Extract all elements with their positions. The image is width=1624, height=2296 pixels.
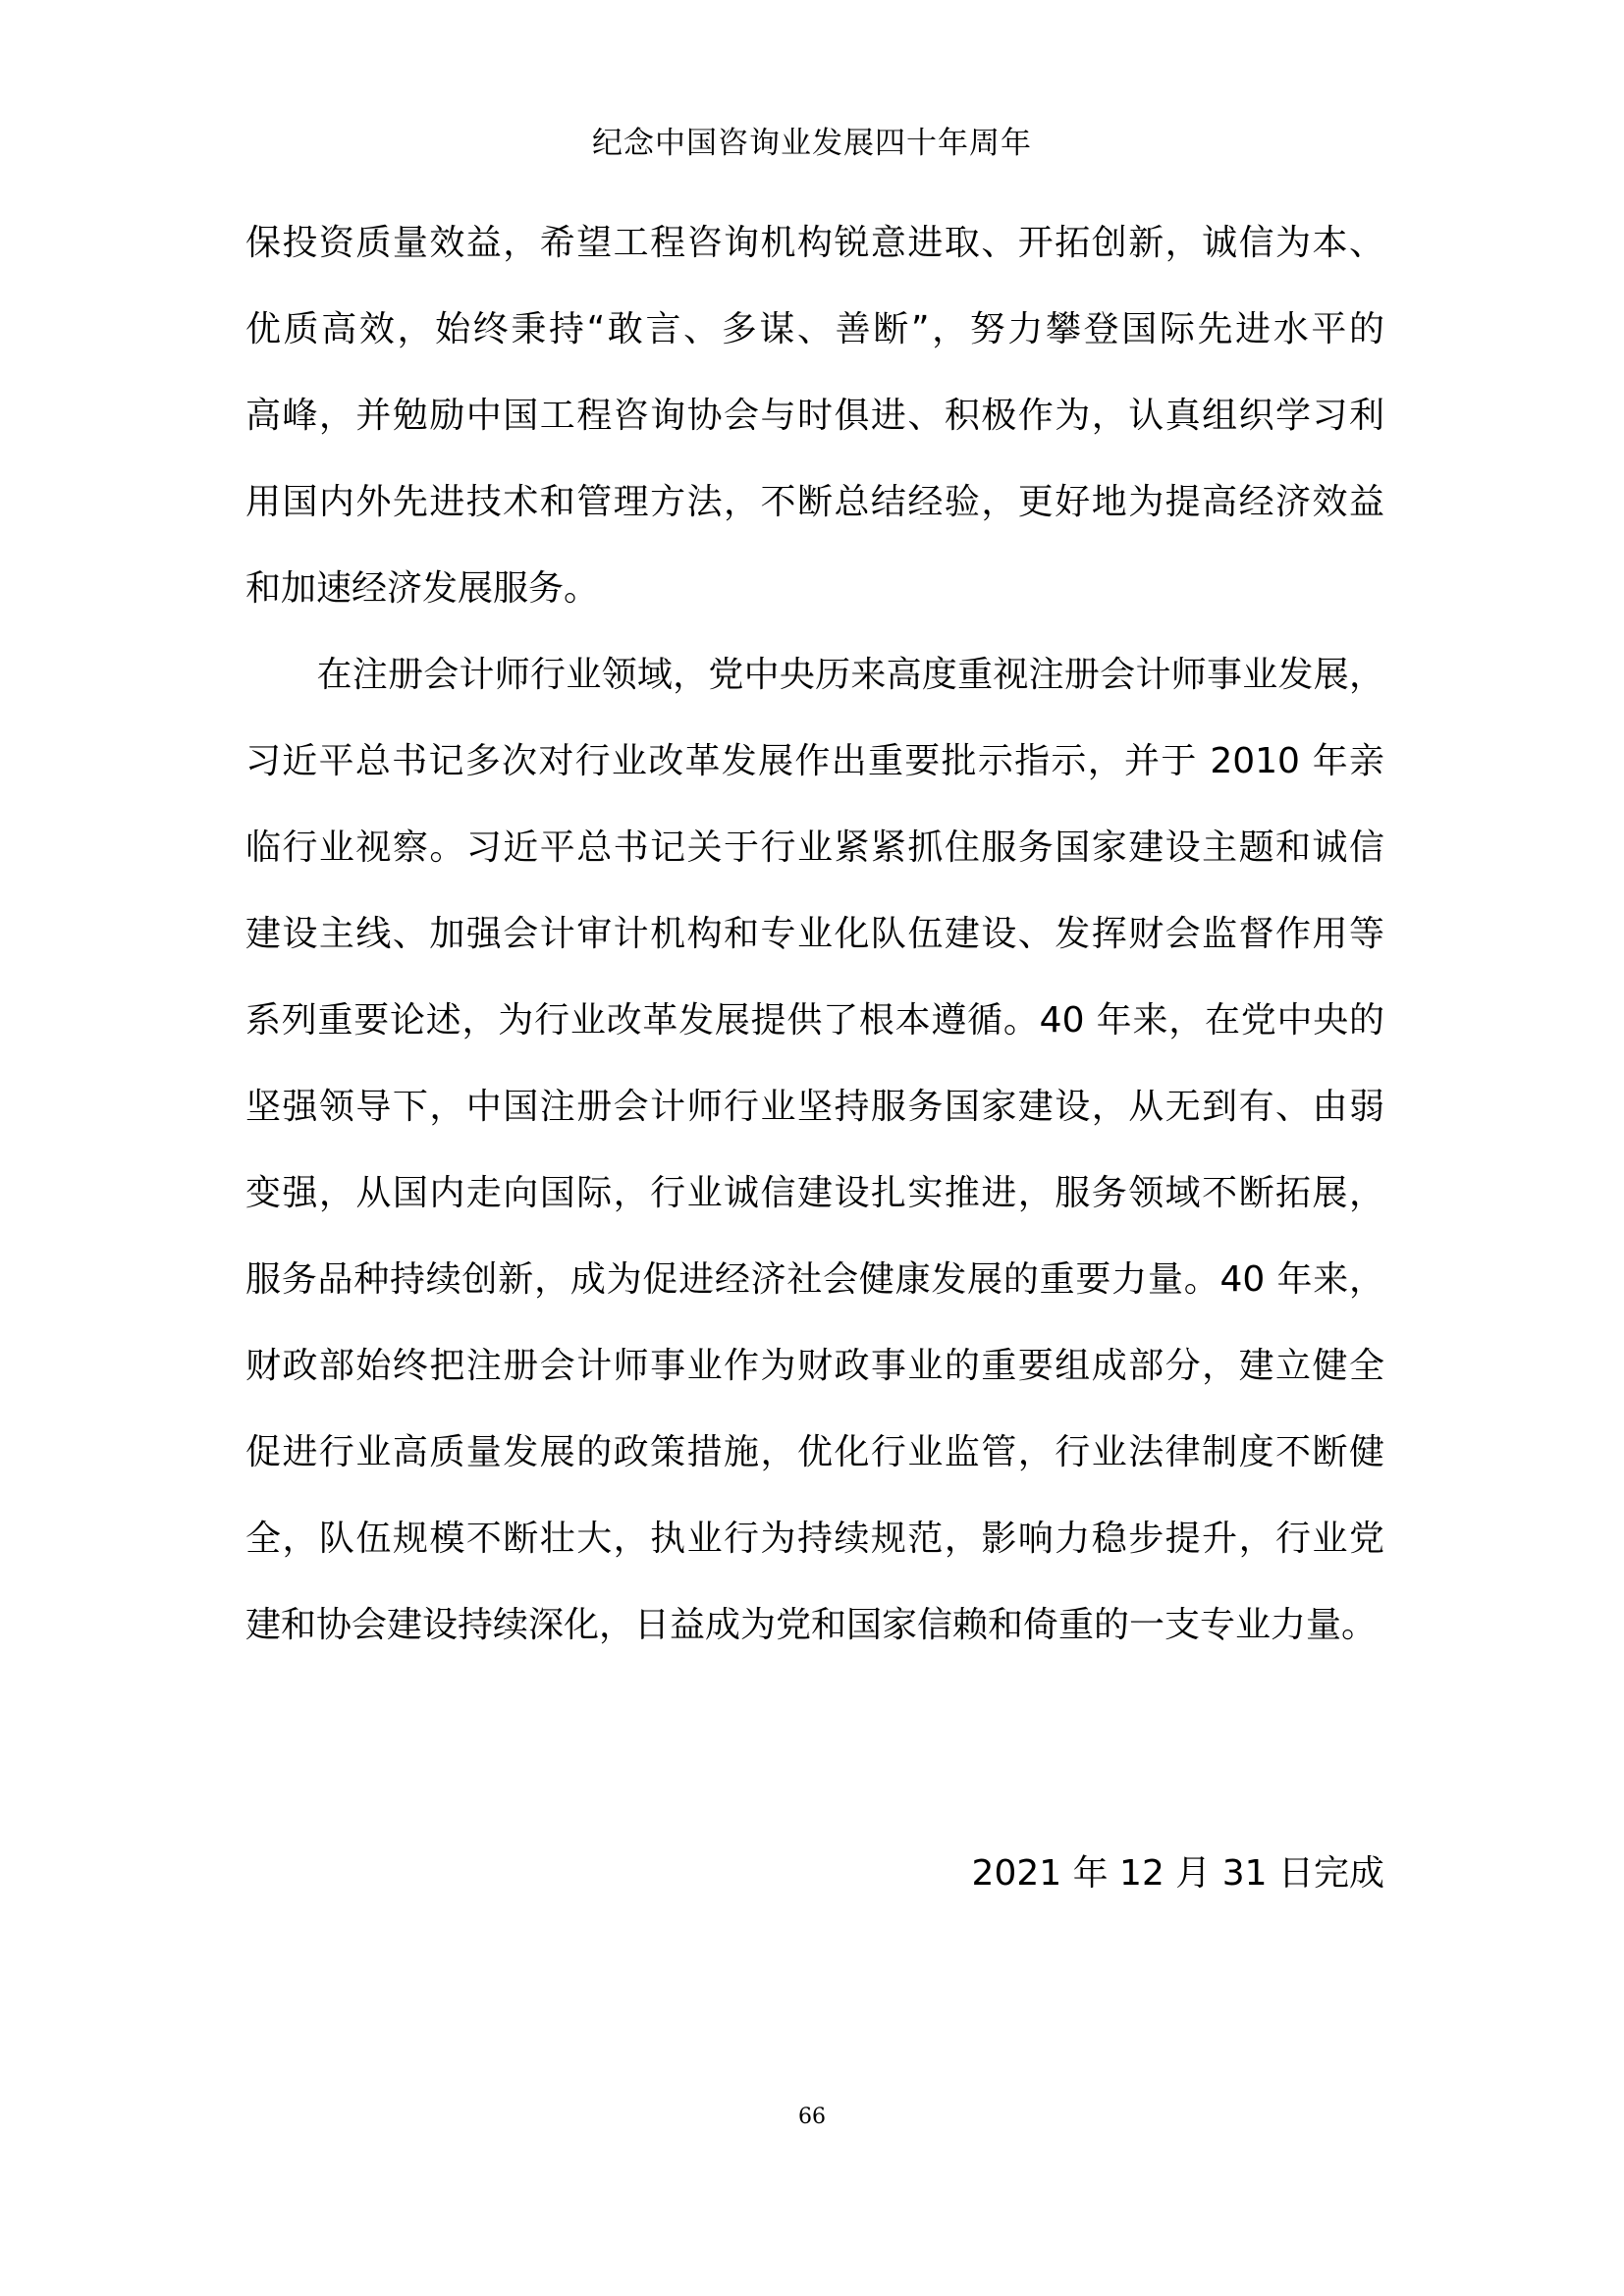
text-line: 建和协会建设持续深化，日益成为党和国家信赖和倚重的一支专业力量。	[245, 1605, 1378, 1645]
text-line: 坚强领导下，中国注册会计师行业坚持服务国家建设，从无到有、由弱	[245, 1087, 1384, 1127]
page-number: 66	[798, 2105, 826, 2129]
text-line: 高峰，并勉励中国工程咨询协会与时俱进、积极作为，认真组织学习利	[245, 396, 1384, 436]
text-line: 临行业视察。习近平总书记关于行业紧紧抓住服务国家建设主题和诚信	[245, 828, 1384, 868]
text-line: 变强，从国内走向国际，行业诚信建设扎实推进，服务领域不断拓展，	[245, 1173, 1384, 1213]
text-line: 习近平总书记多次对行业改革发展作出重要批示指示，并于 2010 年亲	[245, 741, 1384, 781]
text-line: 财政部始终把注册会计师事业作为财政事业的重要组成部分，建立健全	[245, 1346, 1384, 1386]
text-line: 系列重要论述，为行业改革发展提供了根本遵循。40 年来，在党中央的	[245, 1000, 1384, 1041]
text-line: 用国内外先进技术和管理方法，不断总结经验，更好地为提高经济效益	[245, 482, 1384, 522]
text-line: 全，队伍规模不断壮大，执业行为持续规范，影响力稳步提升，行业党	[245, 1519, 1384, 1559]
completion-date: 2021 年 12 月 31 日完成	[971, 1853, 1384, 1894]
text-line: 优质高效，始终秉持“敢言、多谋、善断”，努力攀登国际先进水平的	[245, 309, 1384, 349]
running-header: 纪念中国咨询业发展四十年周年	[592, 126, 1032, 161]
text-line: 和加速经济发展服务。	[245, 568, 600, 609]
body-text	[245, 214, 1384, 1682]
text-line: 建设主线、加强会计审计机构和专业化队伍建设、发挥财会监督作用等	[245, 914, 1384, 954]
text-line: 服务品种持续创新，成为促进经济社会健康发展的重要力量。40 年来，	[245, 1259, 1384, 1300]
text-line: 促进行业高质量发展的政策措施，优化行业监管，行业法律制度不断健	[245, 1432, 1384, 1472]
text-line: 在注册会计师行业领域，党中央历来高度重视注册会计师事业发展，	[245, 655, 1384, 695]
text-line: 保投资质量效益，希望工程咨询机构锐意进取、开拓创新，诚信为本、	[245, 223, 1384, 263]
